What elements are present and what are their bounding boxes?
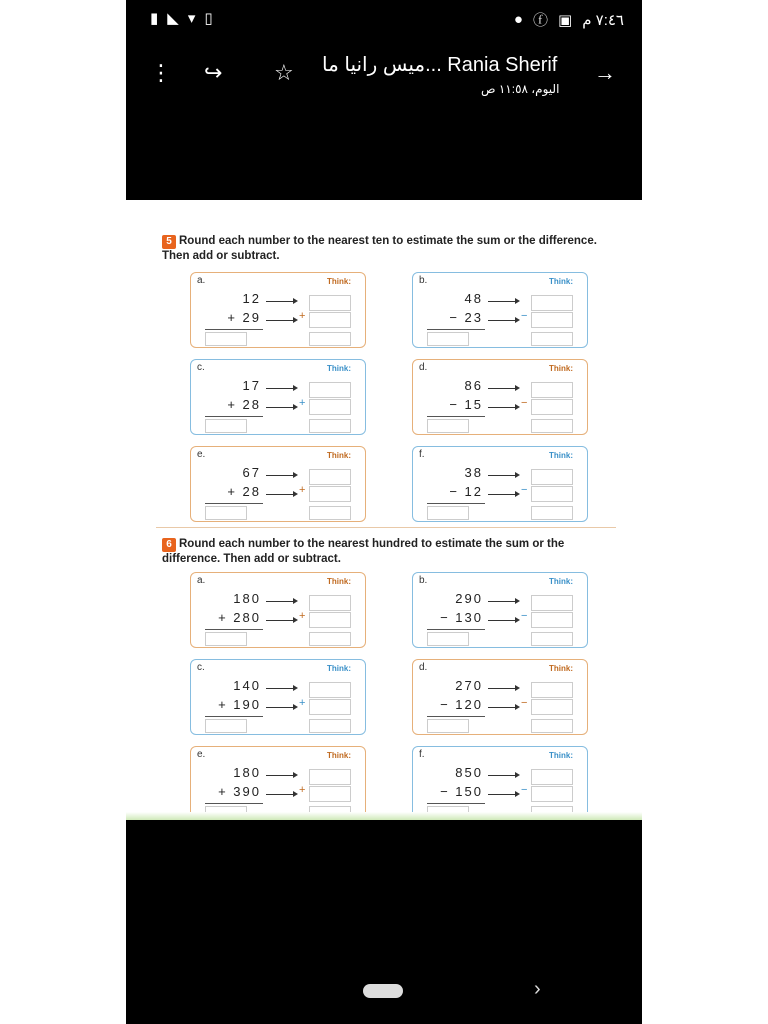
bottom-number: + 28 [227,397,261,412]
operator-sign: + [299,484,306,496]
bottom-number: − 12 [449,484,483,499]
sum-line [427,329,485,330]
rounded-box [531,382,573,398]
problem-card [190,446,366,522]
navigation-bar [126,960,642,1024]
problem-label: c. [197,362,205,373]
rounded-box [309,295,351,311]
rounded-box [309,682,351,698]
rounded-box [309,486,351,502]
answer-box [427,332,469,346]
top-number: 48 [464,291,483,306]
sum-line [427,803,485,804]
sum-line [427,416,485,417]
think-label: Think: [327,277,351,286]
arrow-icon [266,794,296,795]
think-label: Think: [327,364,351,373]
answer-box [205,506,247,520]
sum-line [205,716,263,717]
bottom-number: − 23 [449,310,483,325]
more-menu-icon[interactable]: ⋮ [150,60,172,85]
forward-icon[interactable]: ↪ [204,60,223,85]
problem-card [190,659,366,735]
bottom-number: + 190 [218,697,261,712]
problem-label: b. [419,575,428,586]
answer-box [427,506,469,520]
bottom-number: − 130 [440,610,483,625]
arrow-icon [266,475,296,476]
vibrate-icon: ▯ [204,10,213,27]
rounded-box [531,399,573,415]
estimate-box [531,719,573,733]
star-icon[interactable]: ☆ [274,60,294,85]
operator-sign: − [521,784,528,796]
arrow-icon [266,688,296,689]
operator-sign: + [299,697,306,709]
problem-label: a. [197,275,206,286]
problem-card [412,359,588,435]
arrow-icon [488,407,518,408]
problem-label: b. [419,275,428,286]
rounded-box [531,312,573,328]
rounded-box [309,469,351,485]
bottom-number: − 120 [440,697,483,712]
top-number: 270 [455,678,483,693]
phone-screen [126,0,642,1024]
rounded-box [531,486,573,502]
top-number: 12 [242,291,261,306]
problem-card [412,272,588,348]
arrow-icon [488,688,518,689]
problem-label: e. [197,749,206,760]
arrow-icon [488,301,518,302]
operator-sign: − [521,697,528,709]
top-number: 38 [464,465,483,480]
problem-card [412,572,588,648]
rounded-box [309,595,351,611]
problem-label: e. [197,449,206,460]
top-number: 180 [233,591,261,606]
bottom-number: + 28 [227,484,261,499]
arrow-icon [488,494,518,495]
rounded-box [309,699,351,715]
estimate-box [531,506,573,520]
think-label: Think: [327,664,351,673]
sum-line [205,629,263,630]
facebook-icon: ⓕ [532,12,548,29]
think-label: Think: [549,751,573,760]
message-icon: ● [513,11,523,28]
answer-box [205,632,247,646]
top-number: 17 [242,378,261,393]
problem-card [190,746,366,820]
arrow-icon [488,320,518,321]
status-bar [126,0,642,38]
problem-label: a. [197,575,206,586]
operator-sign: + [299,610,306,622]
rounded-box [531,786,573,802]
arrow-icon [488,475,518,476]
operator-sign: + [299,310,306,322]
section-6-instruction: 6 Round each number to the nearest hundred to estimate the sum or the difference. Then add or subtract. [162,538,565,565]
rounded-box [309,786,351,802]
arrow-icon [266,388,296,389]
arrow-icon [266,407,296,408]
viewer-toolbar [126,38,642,108]
worksheet-image[interactable] [126,200,642,820]
operator-sign: − [521,610,528,622]
think-label: Think: [549,577,573,586]
think-label: Think: [549,664,573,673]
top-number: 86 [464,378,483,393]
rounded-box [531,612,573,628]
arrow-icon [488,620,518,621]
rounded-box [309,769,351,785]
arrow-icon [266,601,296,602]
bottom-number: + 390 [218,784,261,799]
rounded-box [309,382,351,398]
rounded-box [531,595,573,611]
problem-card [190,359,366,435]
bottom-number: − 15 [449,397,483,412]
home-pill[interactable] [363,984,403,998]
top-number: 67 [242,465,261,480]
sum-line [205,803,263,804]
think-label: Think: [549,277,573,286]
problem-label: f. [419,749,425,760]
answer-box [205,332,247,346]
arrow-icon [266,494,296,495]
think-label: Think: [327,751,351,760]
rounded-box [531,469,573,485]
operator-sign: − [521,484,528,496]
rounded-box [531,769,573,785]
arrow-icon [488,794,518,795]
top-number: 140 [233,678,261,693]
rounded-box [531,699,573,715]
answer-box [427,719,469,733]
top-number: 850 [455,765,483,780]
sum-line [427,629,485,630]
operator-sign: + [299,784,306,796]
estimate-box [309,719,351,733]
think-label: Think: [327,451,351,460]
rounded-box [309,612,351,628]
estimate-box [309,632,351,646]
answer-box [205,419,247,433]
estimate-box [531,332,573,346]
clock: ٧:٤٦ م [582,11,624,29]
operator-sign: + [299,397,306,409]
problem-label: d. [419,362,428,373]
estimate-box [309,506,351,520]
sum-line [427,716,485,717]
arrow-icon [488,707,518,708]
wifi-icon: ▾ [187,10,196,27]
answer-box [205,719,247,733]
rounded-box [531,295,573,311]
nav-back-icon[interactable]: › [534,978,541,1000]
think-label: Think: [549,451,573,460]
gallery-icon: ▣ [558,11,573,29]
sum-line [205,416,263,417]
problem-card [412,659,588,735]
bottom-number: + 280 [218,610,261,625]
bottom-number: + 29 [227,310,261,325]
arrow-icon [488,601,518,602]
answer-box [427,632,469,646]
rounded-box [309,399,351,415]
top-number: 180 [233,765,261,780]
arrow-icon [266,320,296,321]
page-edge [126,812,642,820]
arrow-icon [266,707,296,708]
sent-time: اليوم، ١١:٥٨ ص [481,82,560,96]
arrow-icon [266,301,296,302]
sum-line [205,329,263,330]
operator-sign: − [521,310,528,322]
arrow-icon [266,620,296,621]
sender-title: ميس رانيا ما... Rania Sherif [322,54,558,76]
think-label: Think: [549,364,573,373]
sum-line [205,503,263,504]
sum-line [427,503,485,504]
problem-card [190,272,366,348]
section-5-instruction: 5 Round each number to the nearest ten to estimate the sum or the difference. Then add or subtract. [162,235,597,262]
estimate-box [309,332,351,346]
rounded-box [309,312,351,328]
problem-card [190,572,366,648]
sim-icon: ▮ [150,10,159,27]
rounded-box [531,682,573,698]
problem-label: f. [419,449,425,460]
think-label: Think: [327,577,351,586]
top-number: 290 [455,591,483,606]
answer-box [427,419,469,433]
estimate-box [531,632,573,646]
problem-card [412,446,588,522]
problem-label: d. [419,662,428,673]
section-divider [156,527,616,528]
back-arrow-icon[interactable]: → [594,60,616,85]
arrow-icon [488,388,518,389]
problem-label: c. [197,662,205,673]
operator-sign: − [521,397,528,409]
estimate-box [309,419,351,433]
no-signal-icon: ◣ [167,10,179,27]
arrow-icon [266,775,296,776]
arrow-icon [488,775,518,776]
bottom-number: − 150 [440,784,483,799]
problem-card [412,746,588,820]
estimate-box [531,419,573,433]
